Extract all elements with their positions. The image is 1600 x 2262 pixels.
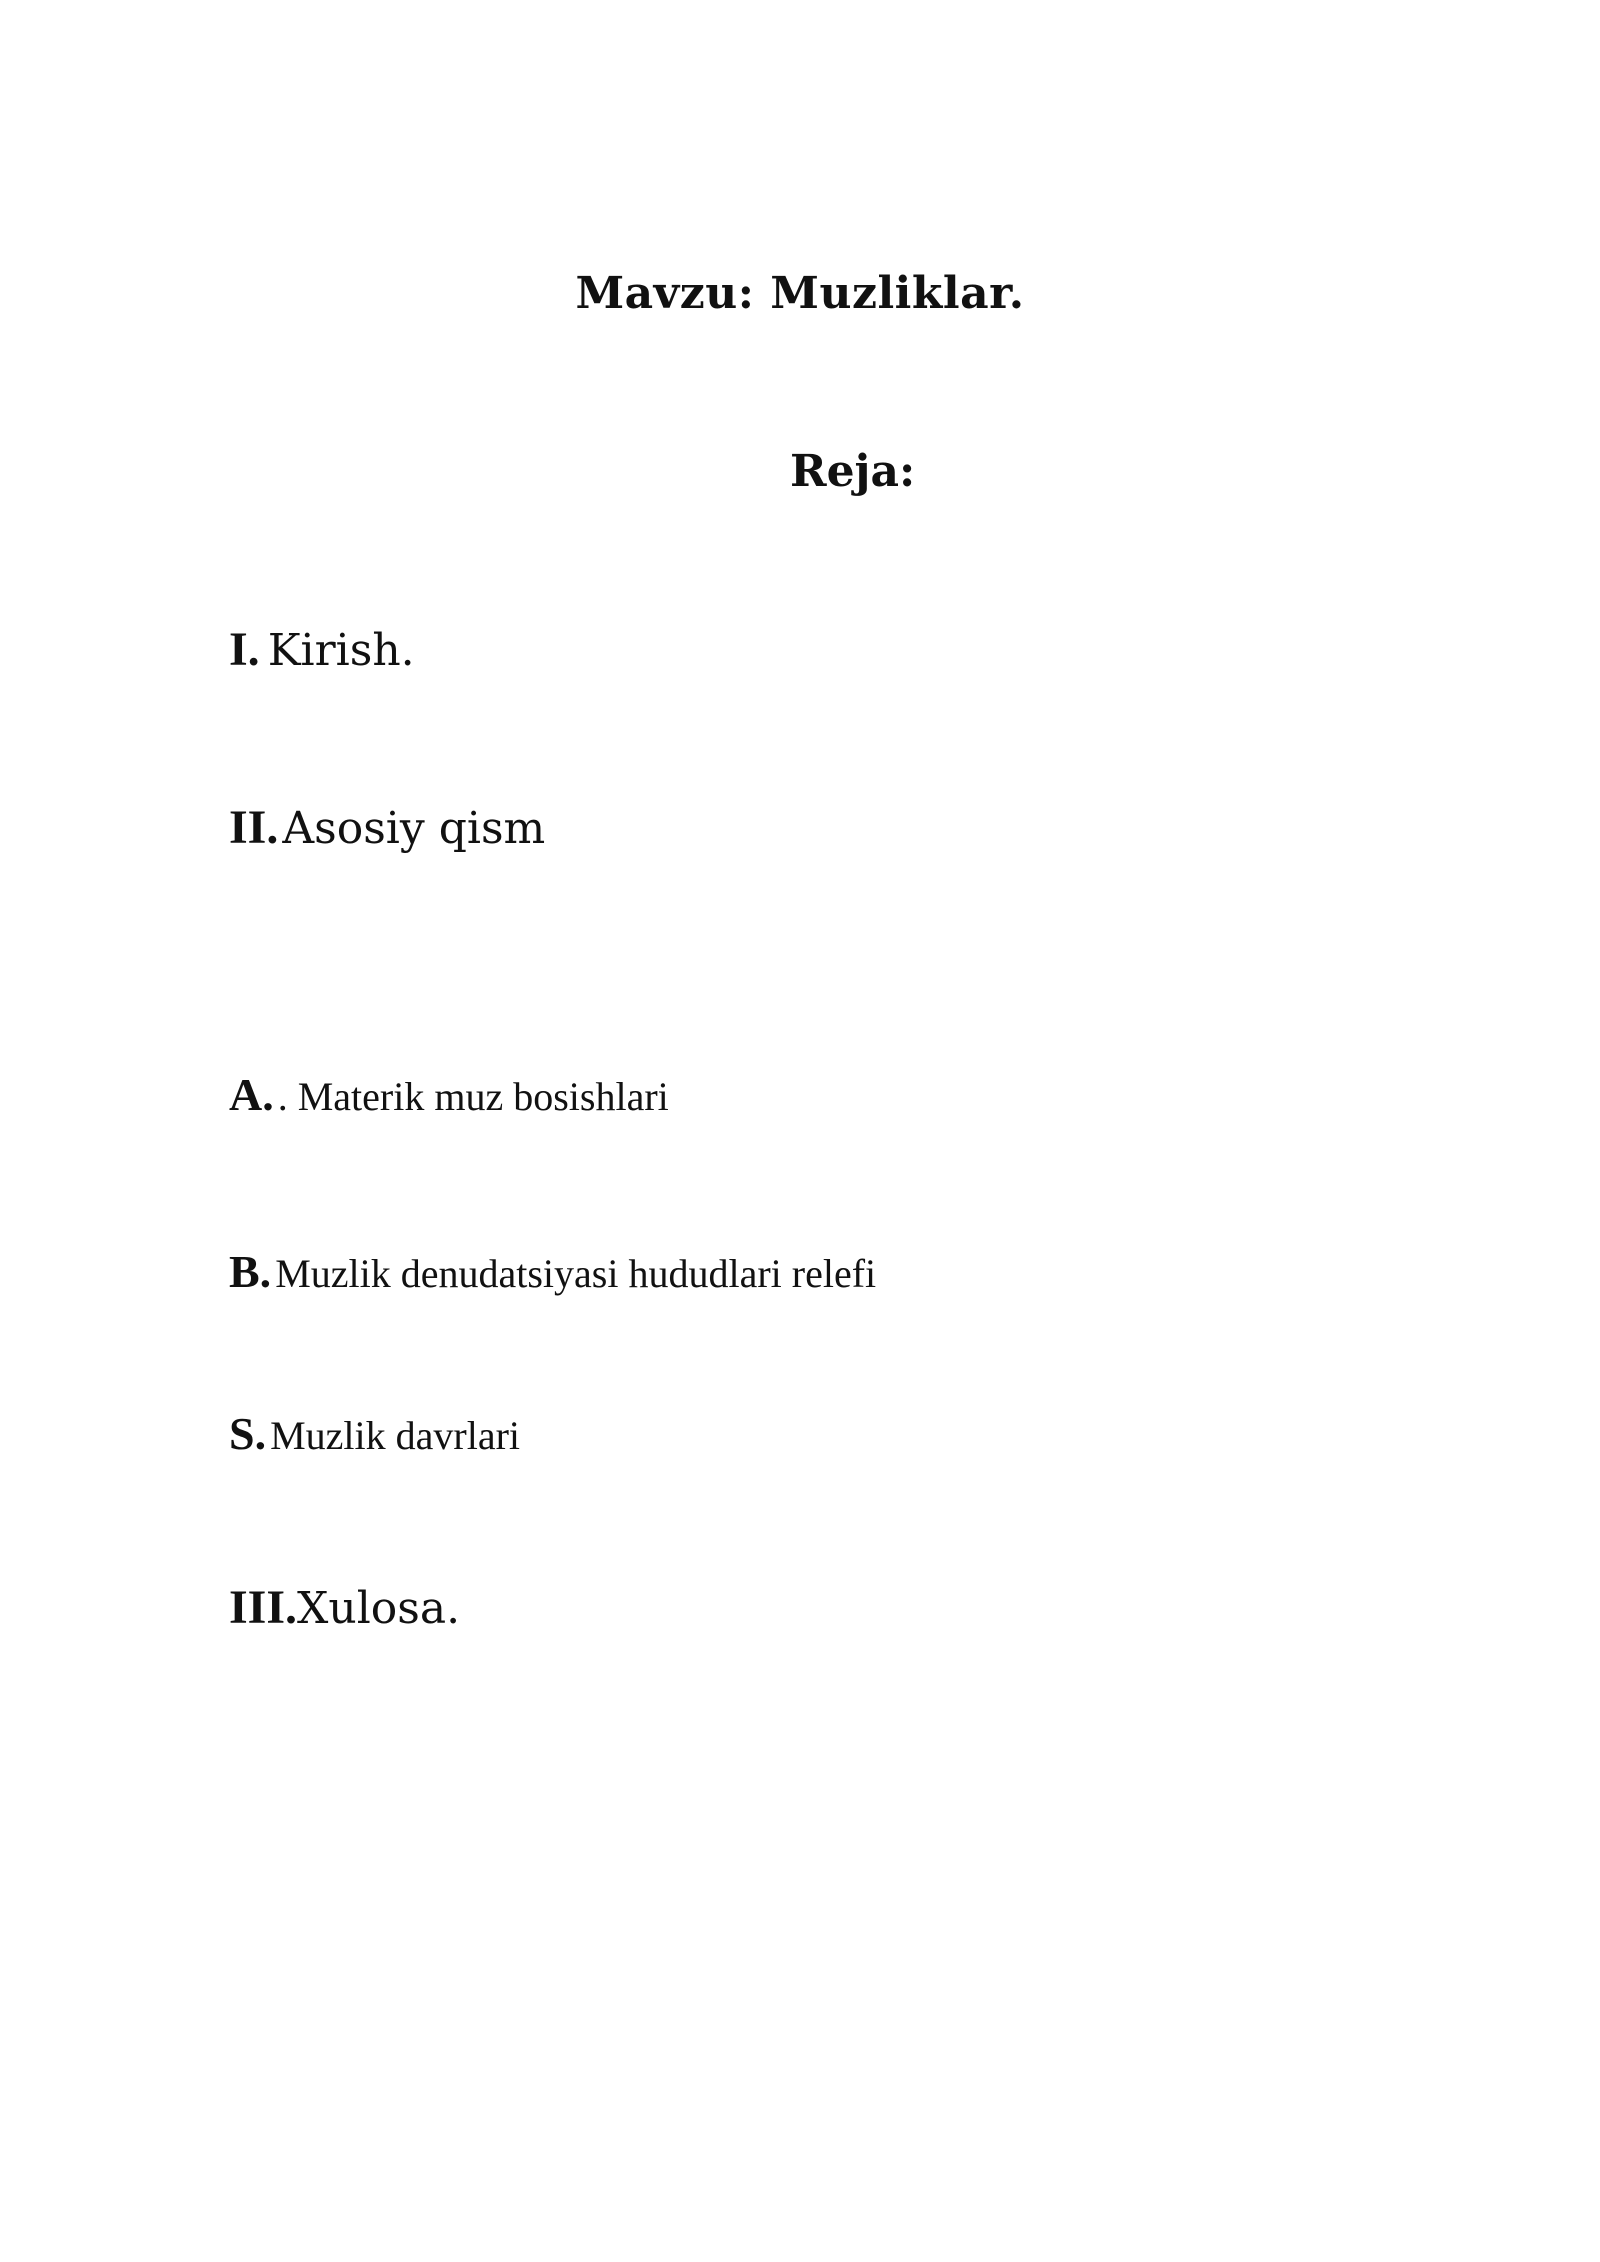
plan-item-main — [229, 800, 545, 855]
plan-subitem-b — [229, 1245, 876, 1298]
plan-item-text: . Materik muz bosishlari — [277, 1074, 669, 1119]
plan-heading: Reja: — [790, 446, 916, 497]
plan-item-number: S. — [229, 1408, 267, 1459]
plan-item-text: Asosiy qism — [282, 803, 546, 854]
plan-subitem-s — [229, 1407, 520, 1460]
plan-item-text: Xulosa. — [297, 1583, 461, 1634]
plan-item-number: II. — [229, 801, 279, 854]
plan-item-text: Muzlik davrlari — [270, 1413, 521, 1458]
plan-item-number: B. — [229, 1246, 272, 1297]
plan-item-intro — [229, 622, 415, 677]
plan-item-number: I. — [229, 623, 260, 676]
plan-item-number: A. — [229, 1069, 274, 1120]
plan-item-text: Muzlik denudatsiyasi hududlari relefi — [275, 1251, 877, 1296]
plan-item-number: III. — [229, 1581, 298, 1634]
plan-item-text: Kirish. — [267, 625, 415, 676]
plan-subitem-a — [229, 1068, 669, 1121]
document-title: Mavzu: Muzliklar. — [575, 268, 1025, 319]
plan-item-conclusion — [229, 1580, 460, 1635]
